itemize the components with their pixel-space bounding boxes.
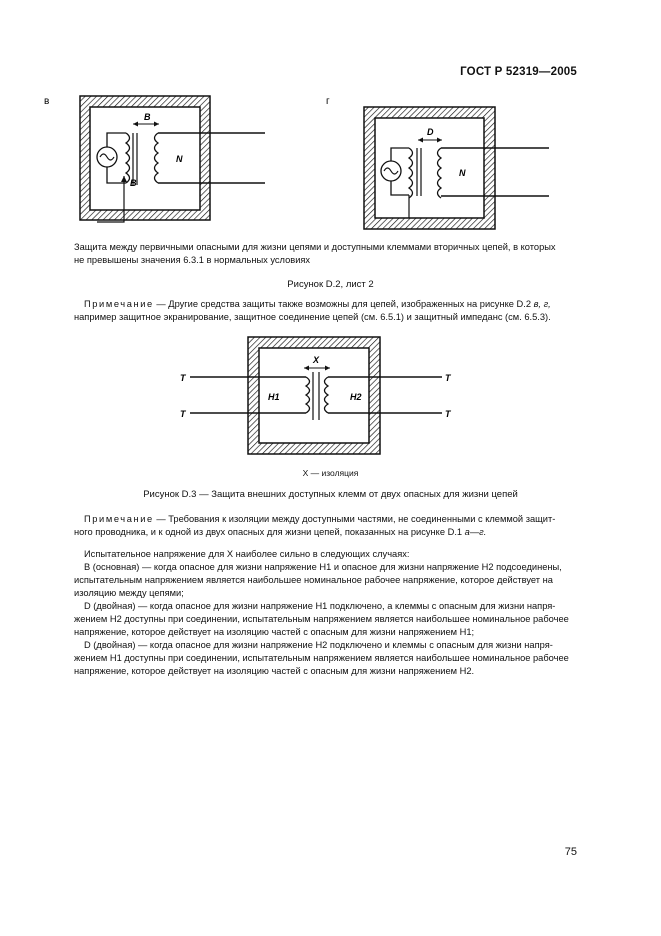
document-header: ГОСТ Р 52319—2005 [460, 66, 577, 78]
body-d2-line1: D (двойная) — когда опасное для жизни напряжение H2 подключено и клеммы с опасным для жизни напря- [84, 640, 553, 650]
body-b-line1: B (основная) — когда опасное для жизни напряжение H1 и опасное для жизни напряжение H2 подсоединены, [84, 562, 562, 572]
dimension-b-bottom: B [130, 178, 137, 188]
figure-d2-diagram [0, 0, 661, 240]
primary-coil-icon-g [409, 148, 413, 198]
note-2-word: Примечание [84, 514, 154, 524]
body-b-line2: испытательным напряжением является наибольшее номинальное рабочее напряжение, которое действует на [74, 575, 553, 585]
body-b-line3: изоляцию между цепями; [74, 588, 184, 598]
body-d1-line2: жением H2 доступны при соединении, испытательным напряжением является наибольшее номинальное рабочее [74, 614, 569, 624]
body-d2-line3: напряжение, которое действует на изоляцию частей с опасным для жизни напряжением H2. [74, 666, 475, 676]
h2-coil-icon [325, 377, 329, 413]
panel-g-label: г [326, 96, 330, 107]
h1-coil-icon [306, 377, 310, 413]
body-d1-line1: D (двойная) — когда опасное для жизни напряжение H1 подключено, а клеммы с опасным для жизни напря- [84, 601, 556, 611]
body-d2-line2: жением H1 доступны при соединении, испытательным напряжением является наибольшее номинальное рабочее [74, 653, 569, 663]
figure-d2-description-line2: не превышены значения 6.3.1 в нормальных условиях [74, 255, 311, 265]
terminal-left-top: T [180, 373, 186, 383]
terminal-right-bottom: T [445, 409, 451, 419]
page-number: 75 [564, 846, 577, 858]
note-2-line2: ного проводника, и к одной из двух опасных для жизни цепей, показанных на рисунке D.1 [74, 527, 465, 537]
winding-n-label: N [176, 154, 183, 164]
figure-d3-caption: Рисунок D.3 — Защита внешних доступных клемм от двух опасных для жизни цепей [143, 489, 518, 500]
figure-d2-description-line1: Защита между первичными опасными для жизни цепями и доступными клеммами вторичных цепей, в которых [74, 242, 556, 252]
note-1-ref: в, г, [533, 299, 551, 309]
figure-d2-caption: Рисунок D.2, лист 2 [287, 279, 374, 290]
panel-g-enclosure [364, 107, 495, 229]
dimension-x: X [313, 355, 320, 365]
terminal-right-top: T [445, 373, 451, 383]
terminal-left-bottom: T [180, 409, 186, 419]
note-2-line1: — Требования к изоляции между доступными частями, не соединенными с клеммой защит- [153, 514, 556, 524]
note-1-word: Примечание [84, 299, 154, 309]
secondary-coil-icon [155, 133, 159, 183]
primary-coil-icon [126, 133, 130, 183]
winding-h1-label: H1 [268, 392, 280, 402]
dimension-b-top: B [144, 112, 151, 122]
body-text [74, 548, 586, 678]
panel-v-label: в [44, 96, 50, 107]
winding-n-label-g: N [459, 168, 466, 178]
dimension-d: D [427, 127, 434, 137]
figure-d3-diagram [180, 332, 480, 460]
body-d1-line3: напряжение, которое действует на изоляцию частей с опасным для жизни напряжением H1; [74, 627, 475, 637]
note-1-line1: — Другие средства защиты также возможны для цепей, изображенных на рисунке D.2 [153, 299, 534, 309]
note-2-ref: а—г. [464, 527, 487, 537]
figure-d3-legend: X — изоляция [302, 468, 359, 478]
note-2 [74, 513, 586, 539]
body-intro: Испытательное напряжение для X наиболее сильно в следующих случаях: [84, 549, 410, 559]
winding-h2-label: H2 [350, 392, 362, 402]
note-1 [74, 298, 586, 324]
note-1-line2: например защитное экранирование, защитное соединение цепей (см. 6.5.1) и защитный импеданс (см. 6.5.3). [74, 312, 551, 322]
secondary-coil-icon-g [438, 148, 442, 198]
